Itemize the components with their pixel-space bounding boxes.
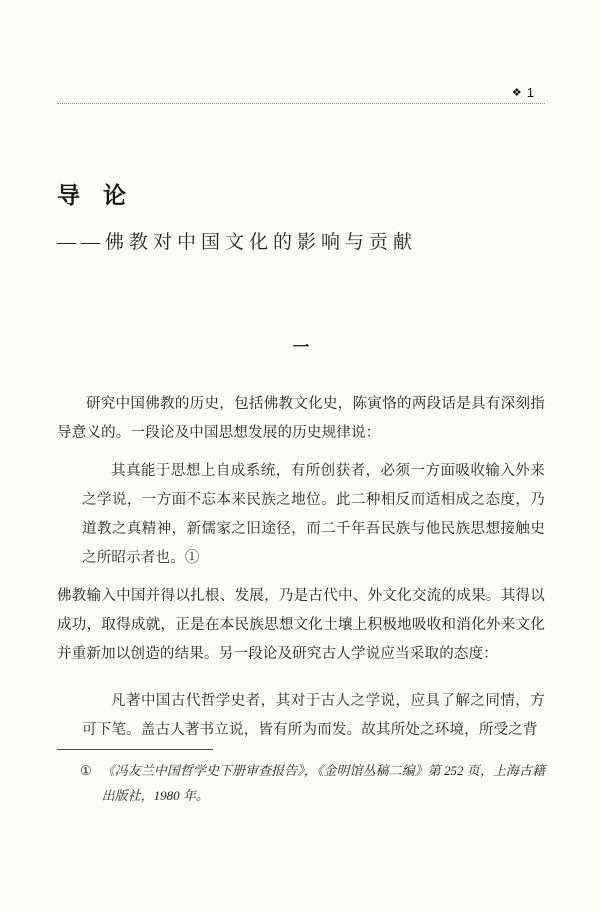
chapter-subtitle: ——佛教对中国文化的影响与贡献: [57, 232, 418, 253]
page-header: [57, 0, 545, 104]
chapter-title: 导 论: [57, 182, 126, 208]
footnote-marker: ①: [80, 762, 92, 778]
page-marker: [512, 85, 535, 100]
diamond-icon: ❖: [511, 87, 523, 99]
paragraph-commentary: 佛教输入中国并得以扎根、发展，乃是古代中、外文化交流的成果。其得以成功，取得成就，正是在本民族思想文化土壤上积极地吸收和消化外来文化并重新加以创造的结果。另一段论及研究古人学说应当采取的态度：: [57, 587, 545, 662]
page-number: 1: [526, 85, 535, 100]
footnote: [57, 758, 545, 808]
block-quote-2: 凡著中国古代哲学史者，其对于古人之学说，应具了解之同情，方可下笔。盖古人著书立说，皆有所为而发。故其所处之环境，所受之背: [82, 692, 545, 738]
block-quote-1: 其真能于思想上自成系统，有所创获者，必须一方面吸收输入外来之学说，一方面不忘本来民族之地位。此二种相反而适相成之态度，乃道教之真精神，新儒家之旧途径，而二千年吾民族与他民族思想接触史之所昭示者也。①: [82, 462, 545, 566]
section-number: 一: [292, 337, 310, 357]
paragraph-intro: 研究中国佛教的历史，包括佛教文化史，陈寅恪的两段话是具有深刻指导意义的。一段论及中国思想发展的历史规律说：: [57, 395, 545, 441]
footnote-rule: [57, 749, 213, 750]
footnote-text: 《冯友兰中国哲学史下册审查报告》，《金明馆丛稿二编》第 252 页，上海古籍出版社，1980 年。: [101, 762, 545, 803]
